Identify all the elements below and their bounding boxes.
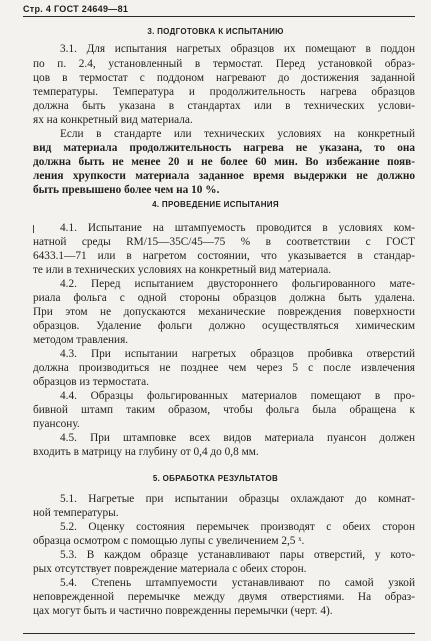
text-line: 5.1. Нагретые при испытании образцы охлаждают до комнат- [60, 493, 415, 505]
text-line: методом травления. [33, 334, 129, 346]
text-line: неповрежденной перемычке между двумя отверстиями. На образ- [33, 591, 415, 603]
text-line: 6433.1—71 или в нагретом состоянии, что указывается в стандар- [33, 250, 415, 262]
section-3-heading: 3. ПОДГОТОВКА К ИСПЫТАНИЮ [147, 27, 284, 36]
text-line: Если в стандарте или технических условиях на конкретный [60, 128, 415, 140]
text-line: ной температуры. [33, 507, 119, 519]
text-line: рых отсутствует повреждение материала с обеих сторон. [33, 563, 307, 575]
text-line: 4.1. Испытание на штампуемость проводится в условиях ком- [60, 222, 415, 234]
text-line: ях на конкретный вид материала. [33, 114, 193, 126]
text-line: должна быть не менее 20 и не более 60 мин. Во избежание появ- [33, 156, 415, 168]
text-line: 5.4. Степень штампуемости устанавливают по самой узкой [60, 577, 415, 589]
margin-mark [33, 225, 34, 233]
text-line: цов в термостат с поддоном нагревают до достижения заданной [33, 72, 415, 84]
text-line: При этом не допускаются механические повреждения поверхности [33, 306, 415, 318]
text-line: бивной штамп таким образом, чтобы фольга была обращена к [33, 404, 415, 416]
text-line: те или в технических условиях на конкретный вид материала. [33, 264, 332, 276]
text-line: ления хрупкости материала заданное время выдержки не должно [33, 170, 415, 182]
text-line: температуры. Температура и продолжительность нагрева образцов [33, 86, 415, 98]
text-line: пуансону. [33, 418, 80, 430]
text-line: образца осмотром с помощью лупы с увеличением 2,5 ˣ. [33, 535, 305, 547]
text-line: должна быть указана в стандартах или в технических услови- [33, 100, 415, 112]
text-line: входить в матрицу на глубину от 0,4 до 0,8 мм. [33, 446, 259, 458]
text-line: должна производиться не позднее чем через 5 с после извлечения [33, 362, 415, 374]
section-5-heading: 5. ОБРАБОТКА РЕЗУЛЬТАТОВ [152, 474, 279, 483]
text-line: образцов. Удаление фольги должно осуществляться химическим [33, 320, 415, 332]
text-line: 4.3. При испытании нагретых образцов пробивка отверстий [60, 348, 415, 360]
text-line: 4.2. Перед испытанием двустороннего фольгированного мате- [60, 278, 415, 290]
text-line: цах могут быть и частично поврежденны перемычки (черт. 4). [33, 605, 333, 617]
page-header: Стр. 4 ГОСТ 24649—81 [23, 4, 129, 14]
text-line: риала фольга с одной стороны образцов должна быть удалена. [33, 292, 415, 304]
text-line: 5.2. Оценку состояния перемычек производят с обеих сторон [60, 521, 415, 533]
text-line: натной среды RM/15—35С/45—75 % в соответствии с ГОСТ [33, 236, 415, 248]
text-line: образцов из термостата. [33, 376, 149, 388]
text-line: по п. 2.4, установленный в термостат. Перед установкой образ- [33, 58, 415, 70]
text-line: быть превышено более чем на 10 %. [33, 184, 220, 196]
header-rule [23, 16, 415, 17]
text-line: 5.3. В каждом образце устанавливают пары отверстий, у кото- [60, 549, 415, 561]
section-4-heading: 4. ПРОВЕДЕНИЕ ИСПЫТАНИЯ [152, 200, 279, 209]
text-line: вид материала продолжительность нагрева не указана, то она [33, 142, 415, 154]
footer-rule [23, 633, 415, 634]
text-line: 4.5. При штамповке всех видов материала пуансон должен [60, 432, 415, 444]
text-line: 4.4. Образцы фольгированных материалов помещают в про- [60, 390, 415, 402]
text-line: 3.1. Для испытания нагретых образцов их помещают в поддон [60, 43, 415, 55]
